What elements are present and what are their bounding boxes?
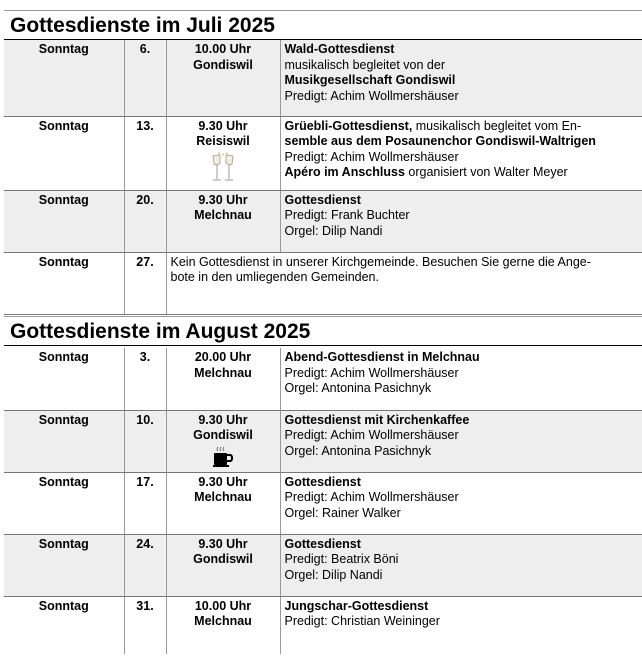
detail-line <box>285 165 639 181</box>
details-cell <box>280 472 642 534</box>
time-place-cell <box>166 472 280 534</box>
notice-line: Kein Gottesdienst in unserer Kirchgemeinde. Besuchen Sie gerne die Ange- <box>170 254 591 269</box>
time-place-cell <box>166 190 280 252</box>
date-cell: 24. <box>124 534 166 596</box>
place: Melchnau <box>194 208 252 222</box>
notice-line: bote in den umliegenden Gemeinden. <box>170 270 379 284</box>
time: 10.00 Uhr <box>194 598 252 613</box>
table-row <box>4 116 642 190</box>
day-cell: Sonntag <box>4 410 124 472</box>
time-place-cell <box>166 410 280 472</box>
preacher-line: Predigt: Achim Wollmershäuser <box>284 88 459 103</box>
date-cell: 6. <box>124 40 166 116</box>
place: Reisiswil <box>196 134 250 148</box>
time-place-cell <box>166 596 280 654</box>
place: Melchnau <box>194 614 252 628</box>
preacher-line: Predigt: Beatrix Böni <box>284 552 399 566</box>
service-title: Grüebli-Gottesdienst, <box>284 118 413 133</box>
place: Melchnau <box>194 490 252 504</box>
service-title: Gottesdienst <box>284 536 361 551</box>
detail-line: musikalisch begleitet von der <box>284 57 445 72</box>
day-cell: Sonntag <box>4 348 124 410</box>
preacher-line: Predigt: Achim Wollmershäuser <box>284 149 459 164</box>
preacher-line: Predigt: Christian Weininger <box>284 614 440 628</box>
table-row <box>4 534 642 596</box>
table-row <box>4 472 642 534</box>
table-row <box>4 190 642 252</box>
service-title: Gottesdienst <box>284 474 361 489</box>
details-cell <box>280 190 642 252</box>
detail-text: musikalisch begleitet vom En- <box>412 118 582 133</box>
service-title: Jungschar-Gottesdienst <box>284 598 429 613</box>
preacher-line: Predigt: Frank Buchter <box>284 208 410 222</box>
preacher-line: Predigt: Achim Wollmershäuser <box>284 490 459 504</box>
time: 9.30 Uhr <box>198 474 248 489</box>
date-cell: 10. <box>124 410 166 472</box>
table-row <box>4 596 642 654</box>
time: 9.30 Uhr <box>198 192 248 207</box>
organ-line: Orgel: Rainer Walker <box>284 505 401 520</box>
detail-line: Musikgesellschaft Gondiswil <box>284 73 456 87</box>
day-cell: Sonntag <box>4 116 124 190</box>
organ-line: Orgel: Antonina Pasichnyk <box>284 443 432 458</box>
service-title: Gottesdienst <box>284 192 361 207</box>
details-cell <box>280 534 642 596</box>
time-place-cell <box>166 348 280 410</box>
august-title: Gottesdienste im August 2025 <box>4 316 642 346</box>
service-title: Abend-Gottesdienst in Melchnau <box>284 350 480 364</box>
details-cell <box>280 410 642 472</box>
august-table <box>4 348 642 654</box>
day-cell: Sonntag <box>4 472 124 534</box>
time: 9.30 Uhr <box>198 118 248 133</box>
date-cell: 27. <box>124 252 166 314</box>
notice-cell <box>166 252 642 314</box>
organ-line: Orgel: Antonina Pasichnyk <box>284 381 432 395</box>
july-title: Gottesdienste im Juli 2025 <box>4 10 642 40</box>
table-row <box>4 348 642 410</box>
details-cell <box>280 596 642 654</box>
time: 9.30 Uhr <box>198 536 248 551</box>
table-row <box>4 40 642 116</box>
service-title: Gottesdienst mit Kirchenkaffee <box>284 412 470 427</box>
date-cell: 17. <box>124 472 166 534</box>
organ-line: Orgel: Dilip Nandi <box>284 223 383 238</box>
time-place-cell <box>166 534 280 596</box>
day-cell: Sonntag <box>4 40 124 116</box>
day-cell: Sonntag <box>4 534 124 596</box>
day-cell: Sonntag <box>4 190 124 252</box>
organizer-text: organisiert von Walter Meyer <box>404 165 568 179</box>
table-row <box>4 252 642 314</box>
organ-line: Orgel: Dilip Nandi <box>284 567 383 582</box>
time: 10.00 Uhr <box>194 42 252 56</box>
preacher-line: Predigt: Achim Wollmershäuser <box>284 428 459 442</box>
time-place-cell <box>166 40 280 116</box>
place: Gondiswil <box>193 57 253 72</box>
details-cell <box>280 116 642 190</box>
details-cell <box>280 348 642 410</box>
table-row <box>4 410 642 472</box>
place: Melchnau <box>194 365 252 380</box>
preacher-line: Predigt: Achim Wollmershäuser <box>284 365 459 380</box>
champagne-glasses-icon <box>209 152 237 184</box>
july-table <box>4 40 642 315</box>
date-cell: 20. <box>124 190 166 252</box>
apero-text: Apéro im Anschluss <box>284 165 405 179</box>
date-cell: 13. <box>124 116 166 190</box>
date-cell: 31. <box>124 596 166 654</box>
place: Gondiswil <box>193 428 253 442</box>
time-place-cell <box>166 116 280 190</box>
place: Gondiswil <box>193 552 253 566</box>
coffee-cup-icon <box>211 446 235 468</box>
detail-line: semble aus dem Posaunenchor Gondiswil-Waltrigen <box>284 134 596 148</box>
detail-line <box>285 119 639 135</box>
day-cell: Sonntag <box>4 252 124 314</box>
service-title: Wald-Gottesdienst <box>284 42 395 56</box>
details-cell <box>280 40 642 116</box>
time: 9.30 Uhr <box>198 412 248 427</box>
day-cell: Sonntag <box>4 596 124 654</box>
time: 20.00 Uhr <box>194 350 252 364</box>
date-cell: 3. <box>124 348 166 410</box>
